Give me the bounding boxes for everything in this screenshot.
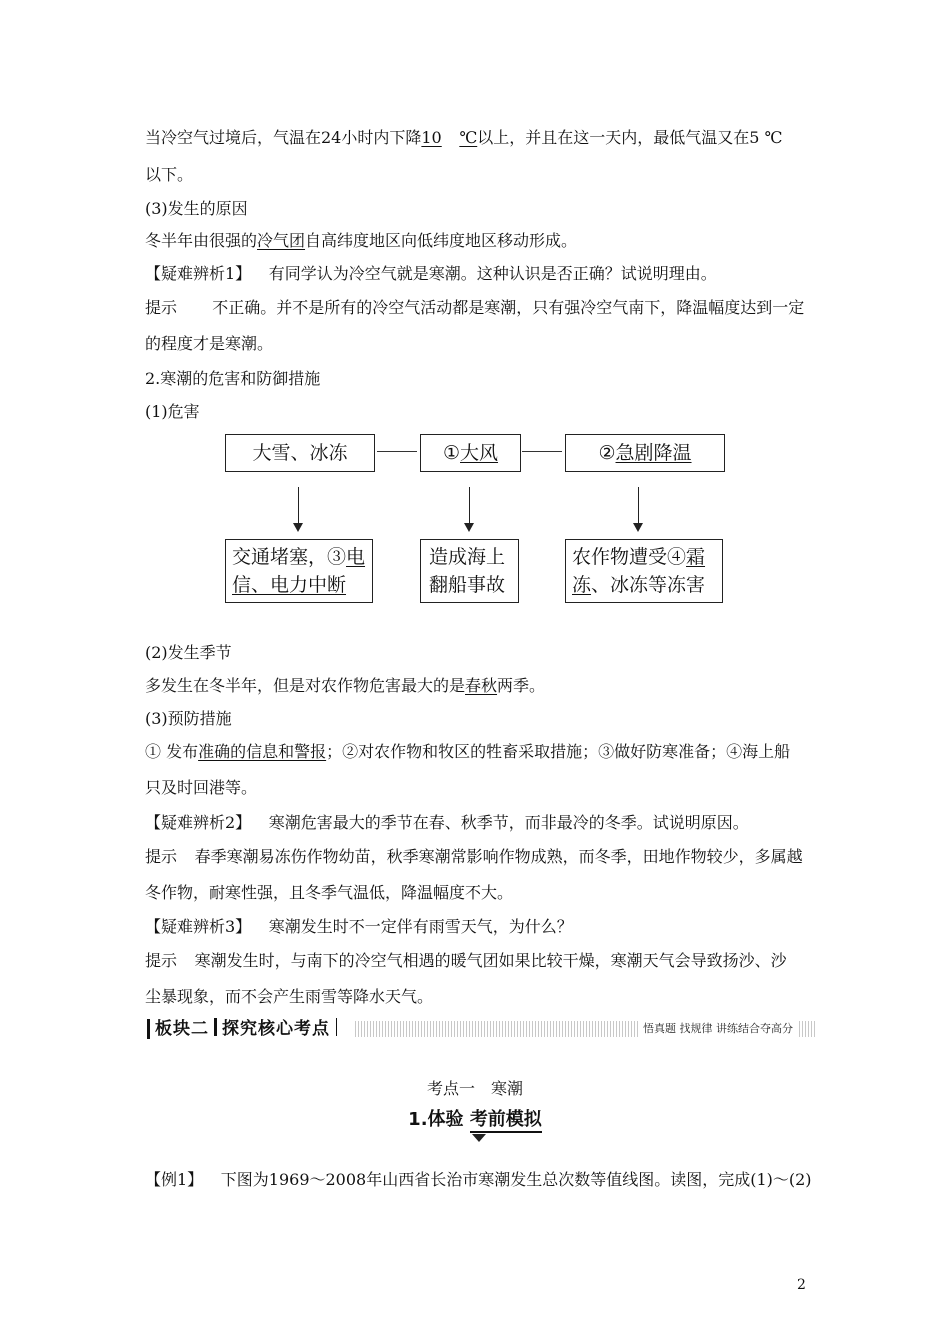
prevent-text: ① 发布准确的信息和警报；②对农作物和牧区的牲畜采取措施；③做好防寒准备；④海上船 [145,742,791,761]
answer-warning: 准确的信息和警报 [198,742,327,761]
banner-slogan: 悟真题 找规律 讲练结合夺高分 [639,1021,797,1037]
q3-line [145,917,573,937]
section-banner [145,1017,815,1041]
diagram-box-snow-ice: 大雪、冰冻 [225,434,375,472]
q3-hint-line-2: 尘暴现象，而不会产生雨雪等降水天气。 [145,987,434,1006]
diagram-box-frost: 农作物遭受④霜 冻、冰冻等冻害 [565,539,723,603]
answer-spring-autumn: 春秋 [465,676,498,695]
q3-question: 寒潮发生时不一定伴有雨雪天气，为什么？ [268,917,573,936]
intro-text: 当冷空气过境后，气温在24小时内下降 [145,128,422,147]
q1-hint-line-2: 的程度才是寒潮。 [145,334,274,353]
intro-line-1 [145,128,782,148]
diagram-connector [377,451,417,452]
q2-question: 寒潮危害最大的季节在春、秋季节，而非最冷的冬季。试说明原因。 [268,813,749,832]
cause-text: 冬半年由很强的冷气团自高纬度地区向低纬度地区移动形成。 [145,231,578,250]
answer-cold-air-mass: 冷气团 [257,231,306,250]
example-text: 下图为1969～2008年山西省长治市寒潮发生总次数等值线图。读图，完成(1)～(2) [220,1170,812,1189]
answer-temperature-drop: 10 ℃ [421,128,478,147]
q2-hint-line-2: 冬作物，耐寒性强，且冬季气温低，降温幅度不大。 [145,883,514,902]
q3-hint-label: 提示 [145,951,178,970]
q2-line [145,813,749,833]
q1-hint-label: 提示 [145,298,178,317]
diagram-box-wind: ① 大风 [420,434,521,472]
prevent-heading: (3)预防措施 [145,709,232,728]
q2-label: 【疑难辨析2】 [145,813,252,832]
cause-heading: (3)发生的原因 [145,199,248,218]
banner-bar [147,1019,150,1039]
diagram-box-traffic: 交通堵塞，③电 信、电力中断 [225,539,373,603]
q1-label: 【疑难辨析1】 [145,264,252,283]
intro-text-end: 以上，并且在这一天内，最低气温又在5 ℃ [477,128,783,147]
q1-hint-line-1: 提示 不正确。并不是所有的冷空气活动都是寒潮，只有强冷空气南下，降温幅度达到一定 [145,298,805,317]
banner-title: 板块二 探究核心考点 [155,1017,337,1041]
diagram-connector [522,451,562,452]
q1-line [145,264,717,284]
topic-title: 考点一 寒潮 [426,1079,523,1098]
prevent-text-2: 只及时回港等。 [145,778,258,797]
season-heading: (2)发生季节 [145,643,232,662]
q2-hint-line-1: 提示 春季寒潮易冻伤作物幼苗，秋季寒潮常影响作物成熟，而冬季，田地作物较少，多属越 [145,847,803,866]
q3-hint-line-1: 提示 寒潮发生时，与南下的冷空气相遇的暖气团如果比较干燥，寒潮天气会导致扬沙、沙 [145,951,787,970]
intro-line-2: 以下。 [145,165,194,184]
triangle-down-icon [472,1134,486,1142]
q2-hint-label: 提示 [145,847,178,866]
topic-subtitle: 1.体验 考前模拟 [0,1108,950,1132]
example-label: 【例1】 [145,1170,204,1189]
section-2-title: 2.寒潮的危害和防御措施 [145,369,321,388]
page-number: 2 [797,1277,806,1293]
diagram-box-cooling: ② 急剧降温 [565,434,725,472]
season-text: 多发生在冬半年，但是对农作物危害最大的是春秋两季。 [145,676,546,695]
example-line [145,1170,812,1190]
diagram-box-shipwreck: 造成海上 翻船事故 [420,539,519,603]
q3-label: 【疑难辨析3】 [145,917,252,936]
q1-question: 有同学认为冷空气就是寒潮。这种认识是否正确？试说明理由。 [268,264,717,283]
harm-heading: (1)危害 [145,402,200,421]
